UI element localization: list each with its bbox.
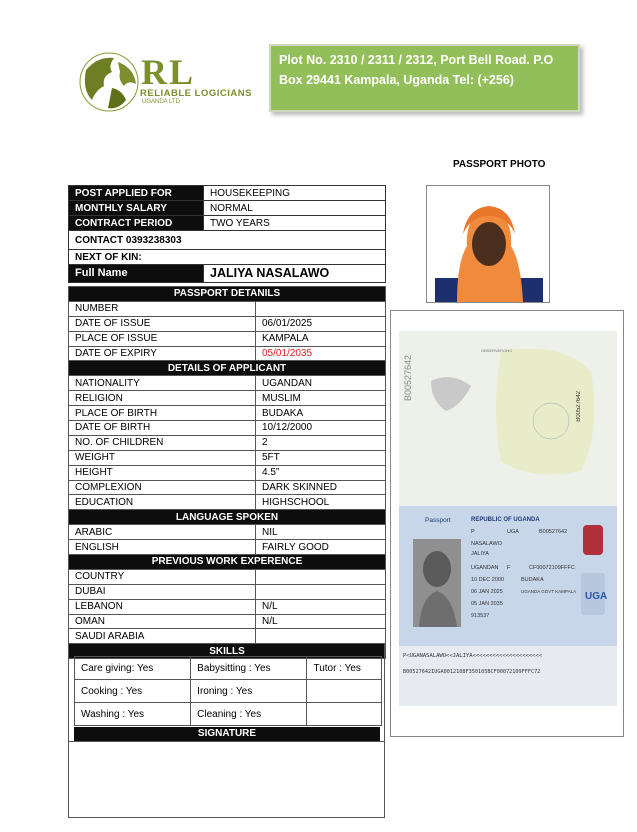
applicant-row-value: 4.5”: [256, 465, 386, 480]
expiry-date-label: DATE OF EXPIRY: [69, 346, 256, 361]
scan-pob: BUDAKA: [521, 577, 544, 583]
skill-cell: Cooking : Yes: [75, 680, 191, 703]
language-row-label: ARABIC: [69, 525, 256, 540]
salary-value: NORMAL: [204, 201, 386, 216]
language-row-label: ENGLISH: [69, 540, 256, 555]
issue-place-label: PLACE OF ISSUE: [69, 331, 256, 346]
applicant-row-label: RELIGION: [69, 391, 256, 406]
passport-header: PASSPORT DETANILS: [69, 287, 386, 302]
applicant-row-label: EDUCATION: [69, 495, 256, 510]
scan-number: B00527642: [539, 529, 568, 535]
experience-row-value: N/L: [256, 599, 386, 614]
scan-country: REPUBLIC OF UGANDA: [471, 517, 540, 523]
passport-photo-label: PASSPORT PHOTO: [453, 159, 546, 170]
issue-date-value: 06/01/2025: [256, 316, 386, 331]
experience-row-value: [256, 584, 386, 599]
applicant-row-value: 5FT: [256, 450, 386, 465]
applicant-row-label: COMPLEXION: [69, 480, 256, 495]
experience-header: PREVIOUS WORK EXPERENCE: [69, 555, 386, 570]
applicant-row-label: HEIGHT: [69, 465, 256, 480]
passport-number-value: [256, 301, 386, 316]
next-of-kin-row: NEXT OF KIN:: [69, 250, 386, 265]
applicant-row-label: PLACE OF BIRTH: [69, 406, 256, 421]
skill-cell: Cleaning : Yes: [191, 703, 307, 726]
applicant-row-label: NATIONALITY: [69, 376, 256, 391]
logo-initials: RL: [141, 52, 196, 92]
skills-header: SKILLS: [69, 644, 386, 659]
experience-row-value: [256, 629, 386, 644]
signature-box: [68, 741, 385, 818]
address-line-2: Box 29441 Kampala, Uganda Tel: (+256): [279, 73, 514, 87]
scan-mrz-line-1: P<UGANASALAWO<<JALIYA<<<<<<<<<<<<<<<<<<<<<: [403, 653, 543, 659]
scan-doi: 06 JAN 2025: [471, 589, 503, 595]
applicant-row-value: 2: [256, 435, 386, 450]
logo-company-name: RELIABLE LOGICIANS: [140, 88, 252, 99]
applicant-row-value: 10/12/2000: [256, 421, 386, 436]
signature-header: SIGNATURE: [74, 727, 380, 741]
job-details-table: [68, 185, 386, 283]
skill-cell: Tutor : Yes: [307, 657, 382, 680]
full-name-label: Full Name: [69, 265, 204, 283]
scan-nin: CF00072109FFFC: [529, 565, 575, 571]
applicant-row-label: WEIGHT: [69, 450, 256, 465]
scan-observations: OBSERVATIONS: [481, 348, 512, 353]
language-header: LANGUAGE SPOKEN: [69, 510, 386, 525]
experience-row-label: DUBAI: [69, 584, 256, 599]
contract-value: TWO YEARS: [204, 216, 386, 231]
language-row-value: FAIRLY GOOD: [256, 540, 386, 555]
scan-authority: UGANDA GOVT KAMPALA: [521, 589, 577, 594]
applicant-row-label: NO. OF CHILDREN: [69, 435, 256, 450]
experience-row-value: [256, 569, 386, 584]
experience-row-label: OMAN: [69, 614, 256, 629]
passport-photo: [426, 185, 550, 303]
post-label: POST APPLIED FOR: [69, 186, 204, 201]
full-name-value: JALIYA NASALAWO: [204, 265, 386, 283]
scan-given: JALIYA: [471, 551, 489, 557]
applicant-row-value: MUSLIM: [256, 391, 386, 406]
experience-row-label: LEBANON: [69, 599, 256, 614]
scan-code: UGA: [507, 529, 519, 535]
applicant-row-value: DARK SKINNED: [256, 480, 386, 495]
contract-label: CONTRACT PERIOD: [69, 216, 204, 231]
issue-place-value: KAMPALA: [256, 331, 386, 346]
scan-nationality: UGANDAN: [471, 565, 499, 571]
logo-company-sub: UGANDA LTD: [142, 99, 180, 105]
contact-row: CONTACT 0393238303: [69, 231, 386, 250]
scan-uga-badge: UGA: [585, 591, 608, 602]
company-logo: [78, 50, 253, 114]
applicant-row-value: UGANDAN: [256, 376, 386, 391]
applicant-details-table: [68, 286, 386, 659]
post-value: HOUSEKEEPING: [204, 186, 386, 201]
experience-row-label: SAUDI ARABIA: [69, 629, 256, 644]
expiry-date-value: 05/01/2035: [256, 346, 386, 361]
skill-cell: Babysitting : Yes: [191, 657, 307, 680]
globe-icon: [78, 50, 140, 114]
scan-surname: NASALAWO: [471, 541, 502, 547]
passport-number-label: NUMBER: [69, 301, 256, 316]
scan-doe: 05 JAN 2035: [471, 601, 503, 607]
applicant-photo: [427, 186, 549, 302]
skill-cell: Care giving: Yes: [75, 657, 191, 680]
scan-doc-number-left: B00527642: [403, 355, 413, 402]
scan-doc-number-right: B00527642: [576, 391, 582, 422]
experience-row-value: N/L: [256, 614, 386, 629]
scan-mrz-line-2: B00527642IUGA0012108F350105BCF00072109FFFC72: [403, 669, 541, 675]
applicant-row-value: BUDAKA: [256, 406, 386, 421]
issue-date-label: DATE OF ISSUE: [69, 316, 256, 331]
skill-cell: Washing : Yes: [75, 703, 191, 726]
scan-ref: 913537: [471, 613, 490, 619]
skill-cell: Ironing : Yes: [191, 680, 307, 703]
address-line-1: Plot No. 2310 / 2311 / 2312, Port Bell Road. P.O: [279, 53, 554, 67]
passport-scan: [390, 310, 624, 737]
experience-row-label: COUNTRY: [69, 569, 256, 584]
applicant-row-label: DATE OF BIRTH: [69, 421, 256, 436]
applicant-header: DETAILS OF APPLICANT: [69, 361, 386, 376]
language-row-value: NIL: [256, 525, 386, 540]
scan-type: P: [471, 529, 475, 535]
applicant-row-value: HIGHSCHOOL: [256, 495, 386, 510]
scan-dob: 10 DEC 2000: [471, 577, 505, 583]
skills-table: [74, 656, 382, 726]
address-box: [269, 44, 580, 112]
scan-sex: F: [507, 565, 511, 571]
scan-title: Passport: [425, 517, 451, 524]
skill-cell: [307, 703, 382, 726]
skill-cell: [307, 680, 382, 703]
salary-label: MONTHLY SALARY: [69, 201, 204, 216]
